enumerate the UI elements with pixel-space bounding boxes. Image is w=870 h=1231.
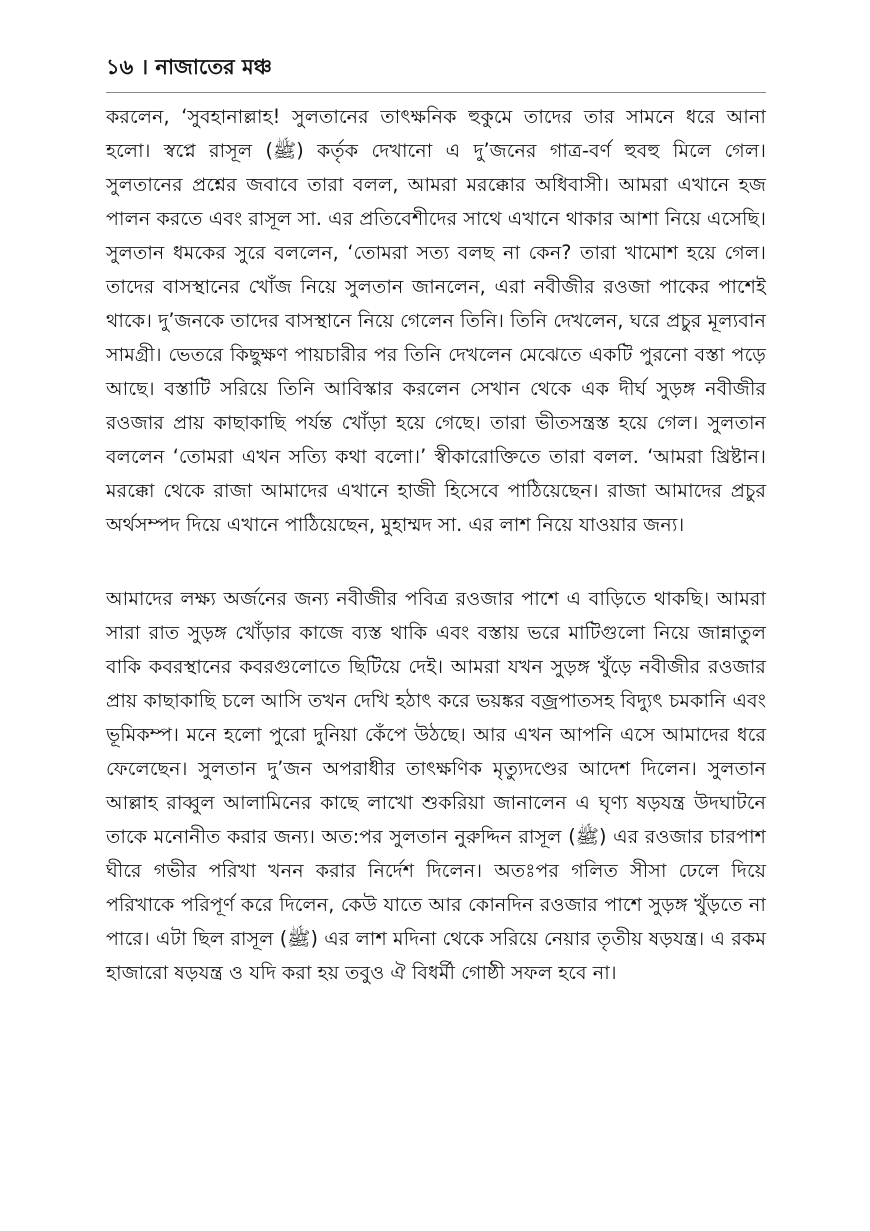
paragraph: করলেন, ‘সুবহানাল্লাহ! সুলতানের তাৎক্ষনিক হুকুমে তাদের তার সামনে ধরে আনা হলো। স্বপ্নে রাসূল (ﷺ) কর্তৃক দেখানো এ দু’জনের গাত্র-বর্ণ হুবহু মিলে গেল। সুলতানের প্রশ্নের জবাবে তারা বলল, আমরা মরক্কোর অধিবাসী। আমরা এখানে হজ পালন করতে এবং রাসূল সা. এর প্রতিবেশীদের সাথে এখানে থাকার আশা নিয়ে এসেছি। সুলতান ধমকের সুরে বললেন, ‘তোমরা সত্য বলছ না কেন? তারা খামোশ হয়ে গেল। তাদের বাসস্থানের খোঁজ নিয়ে সুলতান জানলেন, এরা নবীজীর রওজা পাকের পাশেই থাকে। দু’জনকে তাদের বাসস্থানে নিয়ে গেলেন তিনি। তিনি দেখলেন, ঘরে প্রচুর মূল্যবান সামগ্রী। ভেতরে কিছুক্ষণ পায়চারীর পর তিনি দেখলেন মেঝেতে একটি পুরনো বস্তা পড়ে আছে। বস্তাটি সরিয়ে তিনি আবিস্কার করলেন সেখান থেকে এক দীর্ঘ সুড়ঙ্গ নবীজীর রওজার প্রায় কাছাকাছি পর্যন্ত খোঁড়া হয়ে গেছে। তারা ভীতসন্ত্রস্ত হয়ে গেল। সুলতান বললেন ‘তোমরা এখন সত্যি কথা বলো।’ স্বীকারোক্তিতে তারা বলল. ‘আমরা খ্রিষ্টান। মরক্কো থেকে রাজা আমাদের এখানে হাজী হিসেবে পাঠিয়েছেন। রাজা আমাদের প্রচুর অর্থসম্পদ দিয়ে এখানে পাঠিয়েছেন, মুহাম্মদ সা. এর লাশ নিয়ে যাওয়ার জন্য। [106, 105, 766, 536]
page-number-and-title: ১৬ । নাজাতের মঞ্চ [106, 55, 272, 79]
paragraph-spacer [106, 542, 766, 582]
paragraph: আমাদের লক্ষ্য অর্জনের জন্য নবীজীর পবিত্র রওজার পাশে এ বাড়িতে থাকছি। আমরা সারা রাত সুড়ঙ্গ খোঁড়ার কাজে ব্যস্ত থাকি এবং বস্তায় ভরে মাটিগুলো নিয়ে জান্নাতুল বাকি কবরস্থানের কবরগুলোতে ছিটিয়ে দেই। আমরা যখন সুড়ঙ্গ খুঁড়ে নবীজীর রওজার প্রায় কাছাকাছি চলে আসি তখন দেখি হঠাৎ করে ভয়ঙ্কর বজ্রপাতসহ বিদ্যুৎ চমকানি এবং ভূমিকম্প। মনে হলো পুরো দুনিয়া কেঁপে উঠছে। আর এখন আপনি এসে আমাদের ধরে ফেলেছেন। সুলতান দু’জন অপরাধীর তাৎক্ষণিক মৃত্যুদণ্ডের আদেশ দিলেন। সুলতান আল্লাহ রাব্বুল আলামিনের কাছে লাখো শুকরিয়া জানালেন এ ঘৃণ্য ষড়যন্ত্র উদঘাটনে তাকে মনোনীত করার জন্য। অত:পর সুলতান নুরুদ্দিন রাসূল (ﷺ) এর রওজার চারপাশ ঘীরে গভীর পরিখা খনন করার নির্দেশ দিলেন। অতঃপর গলিত সীসা ঢেলে দিয়ে পরিখাকে পরিপূর্ণ করে দিলেন, কেউ যাতে আর কোনদিন রওজার পাশে সুড়ঙ্গ খুঁড়তে না পারে। এটা ছিল রাসূল (ﷺ) এর লাশ মদিনা থেকে সরিয়ে নেয়ার তৃতীয় ষড়যন্ত্র। এ রকম হাজারো ষড়যন্ত্র ও যদি করা হয় তবুও ঐ বিধর্মী গোষ্ঠী সফল হবে না। [106, 587, 767, 984]
running-header [106, 55, 766, 93]
body-text [106, 100, 766, 990]
